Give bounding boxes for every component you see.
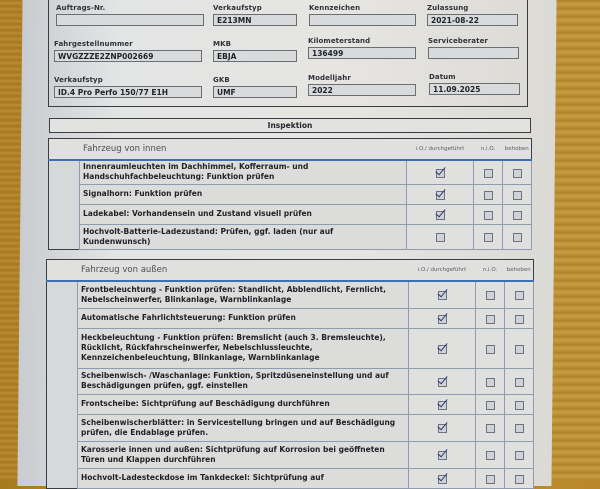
- field-label: Auftrags-Nr.: [56, 4, 106, 12]
- checkbox-behoben[interactable]: [515, 291, 524, 300]
- checkbox-nio[interactable]: [486, 424, 495, 433]
- checkbox-behoben[interactable]: [515, 451, 524, 460]
- checkbox-behoben[interactable]: [515, 475, 524, 484]
- checkbox-io-checked[interactable]: [438, 424, 447, 433]
- kennzeichen-input[interactable]: [309, 14, 416, 26]
- item-text: Signalhorn: Funktion prüfen: [80, 184, 407, 204]
- column-header-nio: n.i.O.: [480, 146, 496, 152]
- field-auftrags-nr: [56, 4, 204, 26]
- checkbox-io-checked[interactable]: [436, 191, 445, 200]
- item-text: Scheibenwischerblätter: in Servicestellung bringen und auf Beschädigung prüfen, die Endablage prüfen.: [78, 414, 409, 441]
- checklist-fahrzeug-von-aussen: [46, 259, 534, 489]
- column-header-io: i.O./ durchgeführt: [417, 267, 467, 273]
- checklist-row: [49, 204, 532, 224]
- modelljahr-input[interactable]: 2022: [308, 84, 416, 96]
- item-text: Hochvolt-Ladesteckdose im Tankdeckel: Sichtprüfung auf: [78, 468, 409, 488]
- item-text: Automatische Fahrlichtsteuerung: Funktion prüfen: [78, 308, 409, 328]
- checklist-row: [47, 368, 534, 394]
- checkbox-io-checked[interactable]: [438, 291, 447, 300]
- checklist-row: [47, 308, 534, 328]
- item-text: Innenraumleuchten im Dachhimmel, Kofferraum- und Handschuhfachbeleuchtung: Funktion prüfen: [80, 160, 407, 184]
- column-header-io: i.O./ durchgeführt: [415, 146, 465, 152]
- checklist-row: [49, 184, 532, 204]
- field-label: GKB: [213, 76, 230, 84]
- field-verkaufstyp: [54, 76, 202, 98]
- checklist-row: [47, 394, 534, 414]
- checkbox-behoben[interactable]: [513, 169, 522, 178]
- item-text: Hochvolt-Batterie-Ladezustand: Prüfen, ggf. laden (nur auf Kundenwunsch): [80, 224, 407, 249]
- checklist-row: [47, 328, 534, 368]
- checkbox-io-checked[interactable]: [438, 401, 447, 410]
- checkbox-io-checked[interactable]: [438, 475, 447, 484]
- mkb-input[interactable]: EBJA: [213, 50, 297, 62]
- field-verkaufstyp-code: [213, 4, 297, 26]
- checkbox-behoben[interactable]: [513, 233, 522, 242]
- zulassung-input[interactable]: 2021-08-22: [427, 14, 518, 26]
- field-gkb: [213, 76, 297, 98]
- item-text: Ladekabel: Vorhandensein und Zustand visuell prüfen: [80, 204, 407, 224]
- field-mkb: [213, 40, 297, 62]
- field-label: Fahrgestellnummer: [54, 40, 133, 48]
- verkaufstyp-code-input[interactable]: E213MN: [213, 14, 297, 26]
- gkb-input[interactable]: UMF: [213, 86, 297, 98]
- checklist-row: [47, 414, 534, 441]
- group-title: Fahrzeug von außen: [81, 265, 168, 275]
- field-label: Modelljahr: [308, 74, 351, 82]
- checkbox-io-checked[interactable]: [436, 211, 445, 220]
- field-label: Datum: [429, 73, 456, 81]
- checkbox-behoben[interactable]: [515, 315, 524, 324]
- checkbox-nio[interactable]: [486, 378, 495, 387]
- group-header: [47, 260, 534, 282]
- verkaufstyp-input[interactable]: ID.4 Pro Perfo 150/77 E1H: [54, 86, 202, 98]
- checkbox-io-checked[interactable]: [438, 315, 447, 324]
- group-header: [49, 139, 532, 161]
- checklist-fahrzeug-von-innen: [48, 138, 532, 250]
- checkbox-nio[interactable]: [486, 401, 495, 410]
- kilometerstand-input[interactable]: 136499: [308, 47, 416, 59]
- field-label: Verkaufstyp: [54, 76, 103, 84]
- group-title: Fahrzeug von innen: [83, 144, 167, 154]
- item-text: Karosserie innen und außen: Sichtprüfung auf Korrosion bei geöffneten Türen und Klappen durchführen: [78, 441, 409, 468]
- checkbox-io-checked[interactable]: [436, 169, 445, 178]
- item-text: Frontscheibe: Sichtprüfung auf Beschädigung durchführen: [78, 394, 409, 414]
- checkbox-behoben[interactable]: [515, 401, 524, 410]
- checkbox-nio[interactable]: [486, 291, 495, 300]
- checklist-row: [49, 160, 532, 184]
- field-label: Zulassung: [427, 4, 469, 12]
- checklist-row: [47, 468, 534, 488]
- checkbox-behoben[interactable]: [515, 424, 524, 433]
- checkbox-behoben[interactable]: [515, 378, 524, 387]
- checkbox-io-checked[interactable]: [438, 451, 447, 460]
- checklist-row: [49, 224, 532, 249]
- item-text: Scheibenwisch- /Waschanlage: Funktion, Spritzdüseneinstellung und auf Beschädigungen prüfen, ggf. einstellen: [78, 368, 409, 394]
- checkbox-nio[interactable]: [486, 315, 495, 324]
- checkbox-io[interactable]: [436, 233, 445, 242]
- column-header-behoben: behoben: [504, 146, 529, 152]
- wood-background-right: [550, 0, 600, 480]
- field-label: MKB: [213, 40, 232, 48]
- checkbox-nio[interactable]: [484, 233, 493, 242]
- column-header-behoben: behoben: [506, 267, 531, 273]
- serviceberater-input[interactable]: [428, 47, 519, 59]
- checkbox-behoben[interactable]: [513, 191, 522, 200]
- field-kennzeichen: [309, 4, 416, 26]
- checkbox-nio[interactable]: [484, 191, 493, 200]
- checkbox-nio[interactable]: [484, 169, 493, 178]
- checkbox-nio[interactable]: [486, 451, 495, 460]
- checkbox-io-checked[interactable]: [438, 378, 447, 387]
- field-datum: [429, 73, 520, 95]
- checkbox-nio[interactable]: [484, 211, 493, 220]
- checklist-row: [47, 281, 534, 308]
- field-modelljahr: [308, 74, 416, 96]
- field-fahrgestellnummer: [54, 40, 202, 62]
- field-serviceberater: [428, 37, 519, 59]
- checkbox-io-checked[interactable]: [438, 345, 447, 354]
- field-label: Verkaufstyp: [213, 4, 262, 12]
- fahrgestellnummer-input[interactable]: WVGZZZE2ZNP002669: [54, 50, 202, 62]
- datum-input[interactable]: 11.09.2025: [429, 83, 520, 95]
- checkbox-nio[interactable]: [486, 475, 495, 484]
- field-kilometerstand: [308, 37, 416, 59]
- section-title-inspektion: Inspektion: [49, 118, 531, 133]
- column-header-nio: n.i.O.: [482, 267, 498, 273]
- checkbox-nio[interactable]: [486, 345, 495, 354]
- item-text: Frontbeleuchtung - Funktion prüfen: Standlicht, Abblendlicht, Fernlicht, Nebelscheinwerfer, Blinkanlage, Warnblinkanlage: [78, 281, 409, 308]
- checklist-row: [47, 441, 534, 468]
- checkbox-behoben[interactable]: [515, 345, 524, 354]
- checkbox-behoben[interactable]: [513, 211, 522, 220]
- field-label: Kennzeichen: [309, 4, 361, 12]
- field-zulassung: [427, 4, 518, 26]
- item-text: Heckbeleuchtung - Funktion prüfen: Bremslicht (auch 3. Bremsleuchte), Rücklicht, Rückfahrscheinwerfer, Nebelschlussleuchte, Kennzeichenbeleuchtung, Blinkanlage, Warnblinkanlage: [78, 328, 409, 368]
- field-label: Kilometerstand: [308, 37, 371, 45]
- auftrags-nr-input[interactable]: [56, 14, 204, 26]
- field-label: Serviceberater: [428, 37, 488, 45]
